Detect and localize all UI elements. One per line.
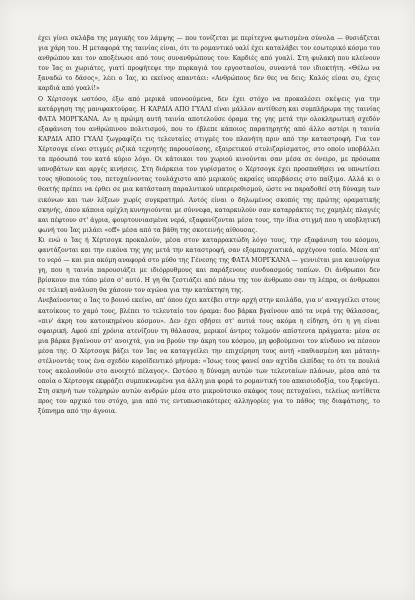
paragraph: Ο Χέρτσογκ ωστόσο, έξω από μερικά υπονοούμενα, δεν έχει στόχο να προκαλέσει σκέψεις για την κατάργηση της μανιφακτούρας. Η ΚΑΡΔΙΑ ΑΠΟ ΓΥΑΛΙ είναι μάλλον αντίθεση και συμπλήρωμα της ταινίας ΦΑΤΑ ΜΟΡΓΚΑΝΑ. Αν η πρώιμη αυτή ταινία αποτελούσε όραμα της γης μετά την ολοκληρωτική σχεδόν εξαφάνιση του ανθρώπινου πολιτισμού, που το έβλεπε κάποιος παρατηρητής από άλλο αστέρι η ταινία ΚΑΡΔΙΑ ΑΠΟ ΓΥΑΛΙ ζωγραφίζει τις τελευταίες στιγμές του πλανήτη πριν από την καταστροφή. Για τον Χέρτσογκ είναι στιγμές ριζικά τεχνητής παρουσίασης, εξαιρετικού στυλιζαρίσματος, στο οποίο υποβάλλει τα πρόσωπά του κατά κύριο λόγο. Οι κάτοικοι του χωριού κινούνται σαν μέσα σε όνειρο, με πρόσωπα υπνοβάτων και αργές κινήσεις. Στη διάρκεια του γυρίσματος ο Χέρτσογκ έχει προσπαθήσει να υπνωτίσει τους ηθοποιούς του, πετυχαίνοντας τουλάχιστο από μερικούς ακραίες υπερβάσεις στο παίξιμο. Αλλά κι ο θεατής πρέπει να έρθει σε μια κατάσταση παραλυτικού υπερερεθισμού, ώστε να παραδοθεί στη δύναμη των εικόνων και των λέξεων χωρίς συγκρατημό. Αυτός είναι ο δηλωμένος σκοπός της πρώτης οραματικής σκηνής, όπου κάποια ομίχλη κυνηγιούνται με σύννεφα, καταρκυλούν σαν καταρράκτες τις χαμηλές πλαγιές και πέφτουν στ' άγρια, φουρτουνιασμένα νερά, εξαφανίζονται μέσα τους, την ίδια στιγμή που η υποβλητική φωνή του Ίας μιλάει «off» μέσα από τα βάθη της σκοτεινής αίθουσας. — [38, 95, 380, 234]
paragraph: Κι ενώ ο Ίας ή Χέρτσογκ προκαλούν, μέσα στον καταρρακτώδη λόγο τους, την εξαφάνιση του κόσμου, φαντάζονται και την εικόνα της γης μετά την καταστροφή, σαν εξομπαρχιατικά, αρχέγονο τοπίο. Μέσα απ' το νερό — και μια ακόμη αναφορά στο μύθο της Γένεσης της ΦΑΤΑ ΜΟΡΓΚΑΝΑ — γεννιέται μια καινούργια γη, που η ταινία παρουσιάζει με ιδιόρρυθμους και παράξενους συνδυασμούς τοπίων. Οι άνθρωποι δεν βρίσκουν πια τόπο μέσα σ' αυτό. Η γη θα ζεστιάζει από πάνω της τον άνθρωπο σαν τη λέπρα, οι άνθρωποι σε τελική ανάλυση θα χάσουν τον αγώνα για την κατάκτηση της. — [38, 236, 380, 295]
body-text — [38, 34, 380, 418]
paragraph: έχει γίνει σκλάβα της μαγικής του λάμψης — που τονίζεται με περίτεχνα φωτισμένα σύνολα — θυσιάζεται για χάρη του. Η μεταφορά της ταινίας είναι, ότι το ρομαντικό υαλί έχει καταλάβει τον εσωτερικό κόσμο του ανθρώπου και τον αποξένωσε από τους συνανθρώπους του: Καρδιές από γυαλί. Στη φυλακή που κλείνουν τον Ίας οι χωριάτες, γιατί προφήτεψε την πυρκαγιά του εργοστασίου, συναντά τον ιδιοκτήτη. «Θέλω να ξαναδώ το δάσος», λέει ο Ίας, κι εκείνος απαντάει: «Ανθρώπους δεν θες να δεις; Καλός είσαι συ, έχεις καρδιά από γυαλί!» — [38, 35, 380, 93]
paragraph: Ανεβαίνοντας ο Ίας το βουνό εκείνο, απ' όπου έχει κατέβει στην αρχή στην κοιλάδα, για ν' αναγγείλει στους κατοίκους το χαμό τους, βλέπει το τελευταίο του όραμα: δυο βάρκα βγαίνουν από τα νερά της θάλασσας, «πιν' άκρη του κατοικημένου κόσμου». Δεν έχει σβήσει στ' αυτιά τους ακόμα η είδηση, ότι η γη είναι σφαιρική. Αφού επί χρόνια ατενίζουν τη θάλασσα, μερικοί άντρες τολμούν απίστευτα πράγματα: μέσα σε μια βάρκα βγαίνουν στ' ανοιχτά, για να βρούν την άκρη του κόσμου, μη φοβούμενοι τον κίνδυνο να πέσουν μέσα της. Ο Χέρτσογκ βάζει τον Ίας να καταγγείλει την επιχείρηση τους αυτή «παθιασμένη και μάταιη» στέλνοντάς τους ένα σχεδόν κοροϊδευτικό μήνυμα: «Ίσως τους φανεί σαν αχτίδα ελπίδας το ότι τα πουλιά τους ακολουθούν στο ανοιχτό πέλαγος». Ωστόσο η δύναμη αυτών των τελευταίων πλάνων, μέσα από τα οποία ο Χέρτσογκ εκφράζει συμπυκνωμένα για άλλη μια φορά το ρομαντική του απαισιοδοξία, του ξεφεύγει. Στη σκηνή των τολμηρών αυτών ανδρών μέσα στο μικρούτσικο σκάφος τους πετυχαίνει, τελείως αντίθετα προς τον αρχικό του στόχο, μια από τις εντυπωσιακότερες αλληγορίες για το πάθος της διαφάτισης, το ξύπνημα από την άγνοια. — [38, 297, 380, 416]
